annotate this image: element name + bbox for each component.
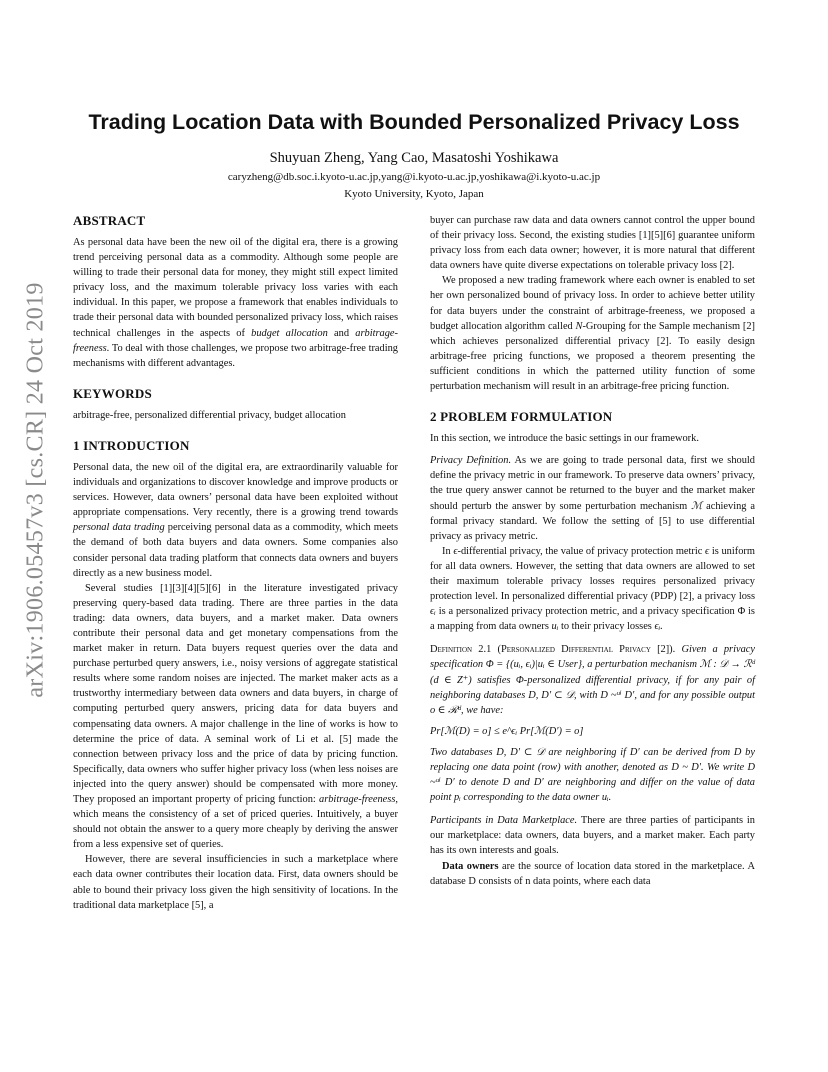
left-column	[73, 213, 398, 913]
intro-paragraph-3-continued: buyer can purchase raw data and data owners cannot control the upper bound of their privacy loss. Second, the existing studies [1][5][6] guarantee uniform privacy loss from each data owner; however, it is more natural that different data owners have quite diverse expectations on tolerable privacy loss [2].	[430, 215, 755, 272]
section-2-intro: In this section, we introduce the basic settings in our framework.	[430, 433, 699, 445]
participants-paragraph: Participants in Data Marketplace. There are three parties of participants in our marketplace: data owners, data buyers, and a market maker. Each party has its own interests and goals.	[430, 815, 756, 857]
paper-title: Trading Location Data with Bounded Personalized Privacy Loss	[88, 110, 740, 134]
abstract-heading: ABSTRACT	[73, 213, 146, 228]
intro-paragraph-4: We proposed a new trading framework where each owner is enabled to set her own personalized bound of privacy loss. In order to achieve better utility for data buyers under the constraint of arbitrage-freeness, we proposed a budget allocation algorithm called N-Grouping for the Sample mechanism [2] which achieves personalized differential privacy [2]. To easily design arbitrage-free pricing functions, we proposed a theorem presenting the sufficient conditions in which the patterned utility function of some perturbation mechanism will result in an arbitrage-free pricing function.	[430, 275, 755, 393]
keywords-text: arbitrage-free, personalized differential privacy, budget allocation	[73, 409, 346, 421]
arxiv-sidebar	[22, 280, 50, 700]
author-emails: caryzheng@db.soc.i.kyoto-u.ac.jp,yang@i.kyoto-u.ac.jp,yoshikawa@i.kyoto-u.ac.jp	[227, 171, 601, 183]
right-column	[430, 213, 755, 889]
section-1-heading: 1 INTRODUCTION	[73, 437, 190, 453]
neighboring-databases-text: Two databases D, D′ ⊂ 𝒟 are neighboring if D′ can be derived from D by replacing one data point (row) with another, denoted as D ~ D′. We write D ~ᵘⁱ D′ to denote D and D′ are neighboring and differ on the value of data point pᵢ corresponding to the data owner uᵢ.	[430, 746, 755, 804]
epsilon-dp-paragraph: In ϵ-differential privacy, the value of privacy protection metric ϵ is uniform for all data owners. However, the setting that data owners are allowed to set their maximum tolerable privacy losses requires personalized privacy protection level. In personalized differential privacy (PDP) [2], a privacy loss ϵᵢ is a personalized privacy protection metric, and a privacy specification Φ is a mapping from data owners uᵢ to their privacy losses ϵᵢ.	[430, 545, 755, 633]
intro-paragraph-1: Personal data, the new oil of the digital era, are extraordinarily valuable for individuals and organizations to discover knowledge and improve products or services. However, data owners’ personal data have been exploited without appropriate compensations. Very recently, there is a growing trend towards personal data trading perceiving personal data as a commodity, which meets the demand of both data buyers and data owners. Some companies also consider personal data trading platform that connects data owners and buyers directly as a new business model.	[73, 461, 398, 579]
pdp-equation: Pr[ℳ(D) = o] ≤ e^ϵᵢ Pr[ℳ(D′) = o]	[430, 725, 584, 737]
keywords-heading: KEYWORDS	[73, 385, 152, 401]
data-owners-paragraph: Data owners are the source of location data stored in the marketplace. A database D consists of n data points, where each data	[430, 860, 755, 887]
section-2-heading: 2 PROBLEM FORMULATION	[430, 409, 613, 425]
definition-2-1: Definition 2.1 (Personalized Differential Privacy [2]). Given a privacy specification Φ = {(uᵢ, ϵᵢ)|uᵢ ∈ User}, a perturbation mechanism ℳ : 𝒟 → ℛᵈ (d ∈ Z⁺) satisfies Φ-personalized differential privacy, if for any pair of neighboring databases D, D′ ⊂ 𝒟, with D ~ᵘⁱ D′, and for any possible output o ∈ ℛᵈ, we have:	[430, 644, 756, 716]
intro-paragraph-2: Several studies [1][3][4][5][6] in the literature investigated privacy preserving query-based data trading. There are three parties in the data trading: data owners, data buyers, and a market maker. Data owners contribute their personal data and get monetary compensations from the market maker in return. Data buyers request queries over the data and purchase perturbed query answers, i.e., noisy versions of aggregate statistical results where some random noises are injected. The market maker acts as a trustworthy intermediary between data owners and data buyers, in charge of computing perturbed query answers, pricing data for data buyers and compensating data owners. A major challenge in the line of works is how to determine the price of data. A seminal work of Li et al. [5] made the connection between privacy loss and the price of data by pricing function. Specifically, data owners who suffer higher privacy loss (when less noises are injected into the query answer) should be compensated with more money. They proposed an important property of pricing function: arbitrage-freeness, which means the consistency of a set of priced queries. Intuitively, a buyer should not obtain the answer to a query more cheaply by deriving the answer from a less expensive set of queries.	[73, 582, 398, 851]
abstract-text: As personal data have been the new oil of the digital era, there is a growing trend perceiving personal data as a commodity. Although some people are willing to trade their personal data for money, they might still expect limited privacy loss, and the maximum tolerable privacy loss varies with each individual. In this paper, we propose a framework that enables individuals to trade their personal data with bounded personalized privacy loss, which raises technical challenges in the aspects of budget allocation and arbitrage-freeness. To deal with those challenges, we propose two arbitrage-free trading mechanisms with different advantages.	[73, 237, 398, 369]
author-affiliation: Kyoto University, Kyoto, Japan	[344, 188, 484, 200]
intro-paragraph-3: However, there are several insufficiencies in such a marketplace where each data owner contributes their location data. First, data owners should be able to bound their privacy loss given the high sensitivity of locations. In the traditional data marketplace [5], a	[73, 854, 398, 911]
arxiv-identifier: arXiv:1906.05457v3 [cs.CR] 24 Oct 2019	[22, 282, 49, 698]
author-list: Shuyuan Zheng, Yang Cao, Masatoshi Yoshikawa	[269, 150, 559, 166]
privacy-definition-paragraph: Privacy Definition. As we are going to trade personal data, first we should define the privacy metric in our framework. To preserve data owners’ privacy, the true query answer cannot be returned to the buyer and the market maker should perturb the answer by some perturbation mechanism ℳ achieving a formal privacy standard. We follow the setting of [5] to use differential privacy as privacy metric.	[430, 455, 756, 542]
